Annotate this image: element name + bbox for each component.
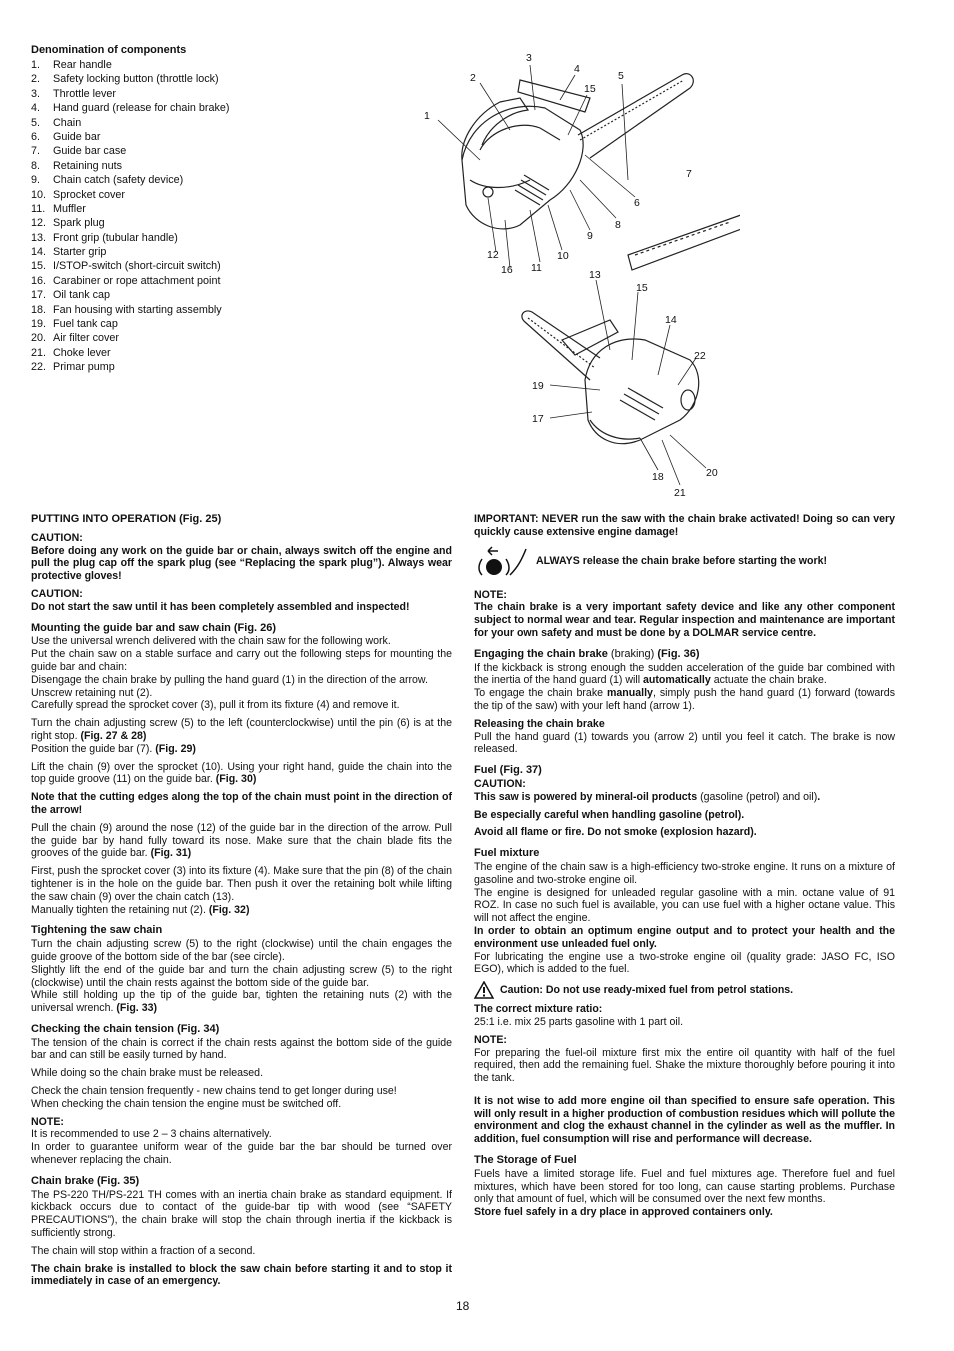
paragraph: Manually tighten the retaining nut (2). (Fig. 32) — [31, 903, 250, 916]
paragraph: Check the chain tension frequently - new chains tend to get longer during use! — [31, 1085, 397, 1098]
paragraph: While doing so the chain brake must be released. — [31, 1067, 264, 1080]
paragraph: This saw is powered by mineral-oil products (gasoline (petrol) and oil). — [474, 790, 821, 803]
component-item — [31, 101, 391, 115]
heading-fuel: Fuel (Fig. 37) — [474, 764, 542, 777]
paragraph-bold: In order to obtain an optimum engine output and to protect your health and the environment use unleaded fuel only. — [474, 924, 895, 950]
figure-callout-label: 6 — [634, 197, 640, 209]
component-label: Throttle lever — [53, 87, 117, 100]
component-number: 15. — [31, 260, 47, 273]
component-number: 17. — [31, 289, 47, 302]
figure-callout-label: 22 — [694, 350, 706, 362]
figure-callout-label: 1 — [424, 110, 430, 122]
component-label: Starter grip — [53, 246, 107, 259]
component-label: Primar pump — [53, 361, 115, 374]
component-label: Chain catch (safety device) — [53, 174, 184, 187]
component-number: 9. — [31, 174, 41, 187]
components-section — [31, 44, 391, 375]
component-item — [31, 331, 391, 345]
paragraph-bold: The chain brake is a very important safety device and like any other component subject to normal wear and tear. Regular inspection and maintenance are important for your own safety and must be done by a DOLMAR service centre. — [474, 601, 895, 639]
component-number: 7. — [31, 145, 41, 158]
paragraph: The engine of the chain saw is a high-efficiency two-stroke engine. It runs on a mixture of gasoline and two-stroke engine oil. — [474, 860, 895, 886]
paragraph: The tension of the chain is correct if the chain rests against the bottom side of the guide bar and can still be easily turned by hand. — [31, 1036, 452, 1062]
component-item — [31, 303, 391, 317]
caution-label: CAUTION: — [31, 587, 83, 600]
component-label: Oil tank cap — [53, 289, 111, 302]
paragraph-bold: The chain brake is installed to block the saw chain before starting it and to stop it immediately in case of an emergency. — [31, 1262, 452, 1288]
figure-callout-label: 14 — [665, 314, 677, 326]
component-number: 18. — [31, 303, 47, 316]
figure-callout-label: 3 — [526, 52, 532, 64]
components-list — [31, 58, 391, 375]
paragraph: Use the universal wrench delivered with the chain saw for the following work. — [31, 635, 391, 648]
component-item — [31, 87, 391, 101]
figure-callout-label: 15 — [584, 83, 596, 95]
chain-brake-release-icon — [474, 545, 532, 579]
component-number: 20. — [31, 332, 47, 345]
figure-callout-label: 8 — [615, 219, 621, 231]
paragraph: For preparing the fuel-oil mixture first mix the entire oil quantity with half of the fuel required, then add the remaining fuel. Shake the mixture thoroughly before pouring it into the tank. — [474, 1046, 895, 1085]
component-number: 1. — [31, 59, 41, 71]
component-item — [31, 202, 391, 216]
figure-callout-label: 12 — [487, 249, 499, 261]
paragraph-bold: Note that the cutting edges along the top of the chain must point in the direction of the arrow! — [31, 791, 452, 816]
component-label: Choke lever — [53, 346, 111, 359]
note-label: NOTE: — [31, 1115, 64, 1128]
chainsaw-figure — [400, 40, 740, 505]
component-number: 6. — [31, 130, 41, 143]
paragraph: Pull the chain (9) around the nose (12) of the guide bar in the direction of the arrow. Pull the guide bar by hand fully toward its nose. Make sure that the chain blade fits the grooves of the guide bar. (Fig. 31) — [31, 821, 452, 860]
components-title: Denomination of components — [31, 44, 187, 56]
figure-callout-label: 2 — [470, 72, 476, 84]
component-number: 12. — [31, 217, 47, 230]
heading-checking: Checking the chain tension (Fig. 34) — [31, 1022, 220, 1035]
paragraph: Carefully spread the sprocket cover (3), pull it from its fixture (4) and remove it. — [31, 699, 400, 712]
right-column — [474, 513, 895, 1224]
note-label: NOTE: — [474, 1033, 507, 1046]
component-number: 5. — [31, 116, 41, 129]
component-label: Muffler — [53, 202, 86, 215]
paragraph: Pull the hand guard (1) towards you (arrow 2) until you feel it catch. The brake is now released. — [474, 730, 895, 756]
paragraph-bold: Store fuel safely in a dry place in approved containers only. — [474, 1206, 773, 1219]
caution-label: CAUTION: — [31, 531, 83, 544]
component-number: 22. — [31, 361, 47, 374]
warning-text: Caution: Do not use ready-mixed fuel from petrol stations. — [500, 983, 794, 996]
component-item — [31, 116, 391, 130]
component-item — [31, 72, 391, 86]
heading-tightening: Tightening the saw chain — [31, 924, 163, 937]
figure-callout-label: 21 — [674, 487, 686, 499]
figure-callout-label: 20 — [706, 467, 718, 479]
caution-label: CAUTION: — [474, 777, 526, 790]
component-item — [31, 58, 391, 72]
guide-bar-case — [628, 210, 740, 270]
figure-callout-label: 4 — [574, 63, 580, 75]
component-label: Rear handle — [53, 59, 112, 71]
figure-callout-label: 5 — [618, 70, 624, 82]
component-number: 2. — [31, 73, 41, 86]
component-number: 21. — [31, 346, 47, 359]
heading-mounting: Mounting the guide bar and saw chain (Fig. 26) — [31, 621, 277, 634]
caution-text: Do not start the saw until it has been completely assembled and inspected! — [31, 600, 410, 613]
component-number: 11. — [31, 202, 46, 215]
paragraph: Lift the chain (9) over the sprocket (10). Using your right hand, guide the chain into the top guide groove (11) on the guide bar. (Fig. 30) — [31, 760, 452, 786]
component-label: Front grip (tubular handle) — [53, 231, 178, 244]
paragraph: The engine is designed for unleaded regular gasoline with a min. octane value of 91 ROZ. In case no such fuel is available, you can use fuel with a higher octane value. This will not affect the engine. — [474, 886, 895, 925]
paragraph: When checking the chain tension the engine must be switched off. — [31, 1097, 342, 1110]
component-number: 4. — [31, 102, 41, 115]
component-label: Chain — [53, 116, 82, 129]
component-item — [31, 188, 391, 202]
left-column — [31, 513, 452, 1293]
component-item — [31, 216, 391, 230]
figure-callout-label: 10 — [557, 250, 569, 262]
paragraph: 25:1 i.e. mix 25 parts gasoline with 1 part oil. — [474, 1015, 684, 1028]
warning-notice — [474, 981, 895, 999]
paragraph-bold: Avoid all flame or fire. Do not smoke (explosion hazard). — [474, 826, 757, 839]
paragraph: Slightly lift the end of the guide bar and turn the chain adjusting screw (5) to the right (clockwise) until the chain rests against the bottom side of the guide bar. — [31, 963, 452, 989]
component-label: Sprocket cover — [53, 188, 126, 201]
component-number: 8. — [31, 159, 41, 172]
saw-body-bottom — [585, 339, 699, 444]
figure-callout-label: 19 — [532, 380, 544, 392]
paragraph: While still holding up the tip of the guide bar, tighten the retaining nuts (2) with the universal wrench. (Fig. 33) — [31, 989, 452, 1015]
paragraph: Put the chain saw on a stable surface and carry out the following steps for mounting the guide bar and chain: — [31, 648, 452, 673]
component-label: Carabiner or rope attachment point — [53, 274, 221, 287]
component-item — [31, 173, 391, 187]
figure-callout-label: 9 — [587, 230, 593, 242]
paragraph: First, push the sprocket cover (3) into its fixture (4). Make sure that the pin (8) of the chain tightener is in the hole on the guide bar. Then push it over the retaining bolt while lifting the saw chain (9) over the chain catch (13). — [31, 865, 452, 903]
component-label: Hand guard (release for chain brake) — [53, 102, 230, 115]
figure-callout-label: 15 — [636, 282, 648, 294]
paragraph-bold: IMPORTANT: NEVER run the saw with the chain brake activated! Doing so can very quickly cause extensive engine damage! — [474, 513, 895, 538]
paragraph: To engage the chain brake manually, simply push the hand guard (1) forward (towards the tip of the saw) with your left hand (arrow 1). — [474, 687, 895, 712]
figure-callout-label: 17 — [532, 413, 544, 425]
component-item — [31, 360, 391, 374]
component-label: I/STOP-switch (short-circuit switch) — [53, 260, 221, 273]
heading-releasing: Releasing the chain brake — [474, 717, 605, 730]
component-item — [31, 317, 391, 331]
component-item — [31, 346, 391, 360]
paragraph: Fuels have a limited storage life. Fuel and fuel mixtures age. Therefore fuel and fuel mixtures, which have been stored for too long, can cause starting problems. Purchase only that amount of fuel, which will be consumed over the next few months. — [474, 1167, 895, 1206]
component-label: Air filter cover — [53, 332, 119, 345]
always-release-text: ALWAYS release the chain brake before starting the work! — [536, 555, 828, 568]
component-label: Guide bar — [53, 130, 101, 143]
component-number: 10. — [31, 188, 47, 201]
component-label: Safety locking button (throttle lock) — [53, 73, 219, 86]
heading-ratio: The correct mixture ratio: — [474, 1003, 603, 1016]
component-number: 13. — [31, 231, 47, 244]
paragraph: Turn the chain adjusting screw (5) to the right (clockwise) until the chain engages the guide groove of the bottom side of the bar (see circle). — [31, 938, 452, 963]
paragraph: Position the guide bar (7). (Fig. 29) — [31, 742, 196, 755]
component-label: Guide bar case — [53, 145, 127, 158]
paragraph: In order to guarantee uniform wear of the guide bar the bar should be turned over whenever replacing the chain. — [31, 1141, 452, 1167]
component-label: Fan housing with starting assembly — [53, 303, 222, 316]
paragraph: Disengage the chain brake by pulling the hand guard (1) in the direction of the arrow. — [31, 673, 428, 686]
figure-callout-label: 16 — [501, 264, 513, 276]
component-label: Retaining nuts — [53, 159, 123, 172]
chain-brake-release-notice — [474, 545, 895, 579]
heading-fuel-mixture: Fuel mixture — [474, 847, 540, 860]
component-item — [31, 130, 391, 144]
heading-storage: The Storage of Fuel — [474, 1154, 577, 1167]
component-number: 16. — [31, 274, 47, 287]
figure-callout-label: 7 — [686, 168, 692, 180]
component-item — [31, 144, 391, 158]
paragraph: The chain will stop within a fraction of a second. — [31, 1244, 256, 1257]
component-label: Spark plug — [53, 217, 105, 230]
component-item — [31, 259, 391, 273]
component-item — [31, 231, 391, 245]
component-item — [31, 245, 391, 259]
heading-putting-into-operation: PUTTING INTO OPERATION (Fig. 25) — [31, 513, 222, 525]
heading-chain-brake: Chain brake (Fig. 35) — [31, 1174, 140, 1187]
page-number: 18 — [456, 1299, 470, 1313]
paragraph: Turn the chain adjusting screw (5) to the left (counterclockwise) until the pin (6) is at the right stop. (Fig. 27 & 28) — [31, 717, 452, 742]
component-item — [31, 274, 391, 288]
figure-callout-label: 11 — [531, 262, 542, 274]
component-number: 14. — [31, 246, 47, 259]
note-label: NOTE: — [474, 588, 507, 601]
caution-text: Before doing any work on the guide bar or chain, always switch off the engine and pull the plug cap off the spark plug (see “Replacing the spark plug”). Always wear protective gloves! — [31, 544, 452, 583]
component-label: Fuel tank cap — [53, 318, 118, 331]
paragraph-bold: It is not wise to add more engine oil than specified to ensure safe operation. This will only result in a higher production of combustion residues which will pollute the environment and clog the exhaust channel in the cylinder as well as the muffler. In addition, fuel consumption will rise and performance will decrease. — [474, 1094, 895, 1146]
component-number: 3. — [31, 87, 41, 100]
component-item — [31, 288, 391, 302]
paragraph: The PS-220 TH/PS-221 TH comes with an inertia chain brake as standard equipment. If kickback occurs due to contact of the guide-bar tip with wood (see “SAFETY PRECAUTIONS”), the chain brake will stop the chain through inertia if the kickback is sufficiently strong. — [31, 1188, 452, 1240]
heading-engaging: Engaging the chain brake (braking) (Fig. 36) — [474, 647, 700, 660]
paragraph: It is recommended to use 2 – 3 chains alternatively. — [31, 1128, 272, 1141]
paragraph: If the kickback is strong enough the sudden acceleration of the guide bar combined with the inertia of the hand guard (1) will automatically actuate the chain brake. — [474, 661, 895, 687]
warning-triangle-icon — [474, 981, 494, 999]
figure-callout-label: 18 — [652, 471, 664, 483]
figure-callout-label: 13 — [589, 269, 601, 281]
component-number: 19. — [31, 318, 47, 331]
paragraph: Unscrew retaining nut (2). — [31, 686, 153, 699]
component-item — [31, 159, 391, 173]
paragraph-bold: Be especially careful when handling gasoline (petrol). — [474, 808, 745, 821]
paragraph: For lubricating the engine use a two-stroke engine oil (quality grade: JASO FC, ISO EGO), which is added to the fuel. — [474, 950, 895, 976]
